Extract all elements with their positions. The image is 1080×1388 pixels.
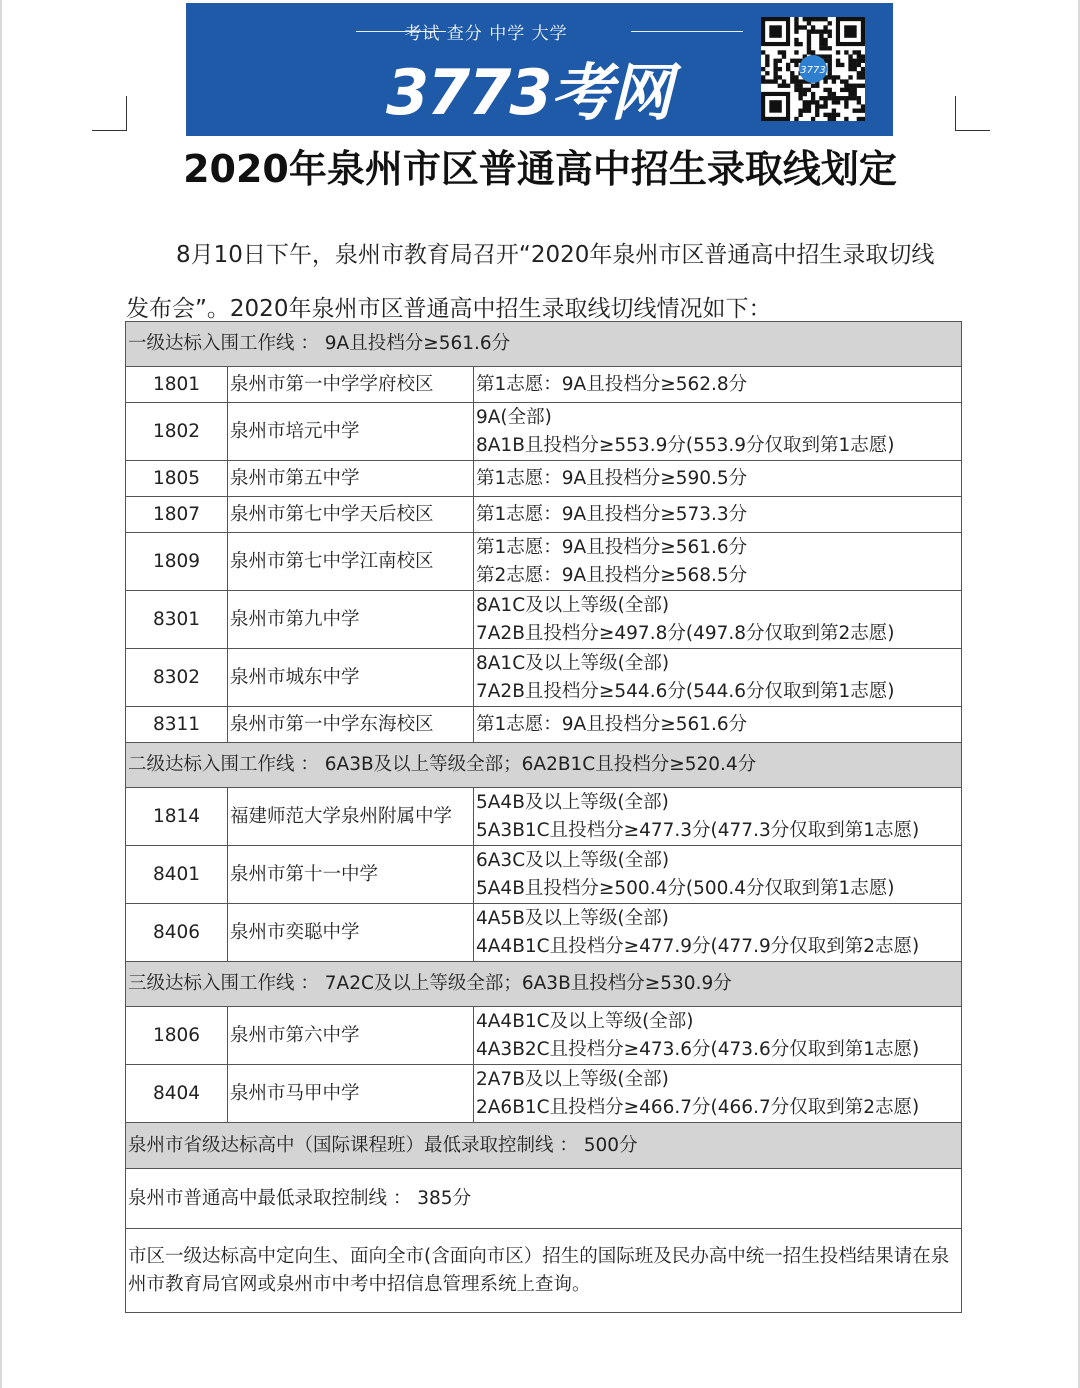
school-code: 1805: [126, 461, 228, 497]
qr-module: [794, 117, 798, 121]
qr-module: [778, 84, 782, 88]
admission-criteria: [474, 904, 962, 962]
crop-mark-top-right: [955, 96, 990, 131]
qr-module: [828, 113, 832, 117]
school-name: 福建师范大学泉州附属中学: [228, 788, 474, 846]
qr-module: [790, 79, 794, 83]
criteria-line: 2A6B1C且投档分≥466.7分(466.7分仅取到第2志愿): [476, 1096, 920, 1118]
qr-module: [861, 117, 865, 121]
qr-module: [861, 71, 865, 75]
qr-module: [823, 96, 827, 100]
admission-criteria: [474, 533, 962, 591]
qr-module: [794, 75, 798, 79]
intl-min-line: 泉州市省级达标高中（国际课程班）最低录取控制线 ： 500分: [126, 1123, 962, 1169]
qr-module: [819, 34, 823, 38]
criteria-line: 第1志愿：9A且投档分≥573.3分: [476, 503, 748, 525]
school-name: 泉州市第一中学学府校区: [228, 367, 474, 403]
qr-module: [765, 54, 769, 58]
qr-module: [848, 67, 852, 71]
qr-module: [828, 29, 832, 33]
qr-module: [836, 113, 840, 117]
criteria-line: 8A1C及以上等级(全部): [476, 652, 670, 674]
admission-criteria: [474, 591, 962, 649]
qr-module: [832, 100, 836, 104]
school-code: 8404: [126, 1065, 228, 1123]
qr-module: [811, 17, 815, 21]
school-name: 泉州市奕聪中学: [228, 904, 474, 962]
admission-criteria: [474, 1007, 962, 1065]
qr-module: [794, 38, 798, 42]
qr-module: [823, 38, 827, 42]
qr-module: [832, 96, 836, 100]
qr-module: [861, 54, 865, 58]
qr-module: [773, 71, 777, 75]
admission-criteria: [474, 461, 962, 497]
qr-module: [861, 59, 865, 63]
qr-module: [807, 38, 811, 42]
school-name: 泉州市第七中学江南校区: [228, 533, 474, 591]
qr-module: [803, 104, 807, 108]
criteria-line: 5A3B1C且投档分≥477.3分(477.3分仅取到第1志愿): [476, 819, 920, 841]
qr-module: [794, 84, 798, 88]
school-name: 泉州市第一中学东海校区: [228, 707, 474, 743]
qr-module: [832, 109, 836, 113]
table-row: [126, 591, 962, 649]
qr-module: [803, 17, 807, 21]
qr-module: [782, 79, 786, 83]
qr-module: [765, 59, 769, 63]
qr-module: [807, 21, 811, 25]
table-row: [126, 497, 962, 533]
section-header-row: [126, 743, 962, 788]
qr-module: [765, 63, 769, 67]
qr-module: [790, 75, 794, 79]
qr-module: [836, 59, 840, 63]
qr-module: [815, 109, 819, 113]
criteria-line: 4A4B1C且投档分≥477.9分(477.9分仅取到第2志愿): [476, 935, 920, 957]
qr-module: [794, 42, 798, 46]
qr-module: [807, 46, 811, 50]
criteria-line: 7A2B且投档分≥544.6分(544.6分仅取到第1志愿): [476, 680, 895, 702]
qr-module: [832, 113, 836, 117]
qr-module: [828, 54, 832, 58]
qr-module: [823, 104, 827, 108]
banner-tagline: 考试 查分 中学 大学: [404, 24, 568, 44]
qr-module: [828, 59, 832, 63]
qr-module: [778, 67, 782, 71]
qr-module: [765, 71, 769, 75]
qr-module: [823, 25, 827, 29]
qr-module: [844, 50, 848, 54]
school-code: 8301: [126, 591, 228, 649]
section-header-row: [126, 322, 962, 367]
qr-module: [861, 109, 865, 113]
qr-module: [844, 88, 848, 92]
qr-module: [794, 50, 798, 54]
page-left-edge: [0, 0, 2, 1388]
qr-module: [794, 21, 798, 25]
qr-module: [861, 67, 865, 71]
qr-module: [794, 17, 798, 21]
qr-module: [848, 63, 852, 67]
qr-module: [853, 96, 857, 100]
criteria-line: 第2志愿：9A且投档分≥568.5分: [476, 564, 748, 586]
school-name: 泉州市第七中学天后校区: [228, 497, 474, 533]
admission-criteria: [474, 649, 962, 707]
criteria-line: 8A1C及以上等级(全部): [476, 594, 670, 616]
school-code: 8401: [126, 846, 228, 904]
qr-module: [819, 104, 823, 108]
qr-module: [794, 79, 798, 83]
qr-module: [778, 59, 782, 63]
qr-module: [857, 84, 861, 88]
qr-module: [857, 117, 861, 121]
criteria-line: 第1志愿：9A且投档分≥561.6分: [476, 713, 748, 735]
qr-module: [769, 79, 773, 83]
qr-module: [836, 63, 840, 67]
qr-module: [811, 92, 815, 96]
qr-module: [832, 92, 836, 96]
qr-module: [807, 100, 811, 104]
qr-module: [815, 29, 819, 33]
qr-module: [857, 96, 861, 100]
qr-module: [848, 54, 852, 58]
qr-module: [790, 71, 794, 75]
qr-module: [861, 104, 865, 108]
table-row: [126, 707, 962, 743]
qr-module: [773, 79, 777, 83]
qr-module: [803, 25, 807, 29]
qr-module: [811, 100, 815, 104]
qr-module: [828, 63, 832, 67]
admission-criteria: [474, 403, 962, 461]
general-min-line: 泉州市普通高中最低录取控制线 ： 385分: [126, 1169, 962, 1229]
qr-module: [857, 54, 861, 58]
intro-text: 8月10日下午，泉州市教育局召开“2020年泉州市区普通高中招生录取切线发布会”。2020年泉州市区普通高中招生录取线切线情况如下：: [126, 242, 935, 322]
qr-module: [786, 84, 790, 88]
school-name: 泉州市培元中学: [228, 403, 474, 461]
qr-module: [803, 92, 807, 96]
qr-center-label: 3773: [800, 65, 826, 76]
qr-module: [798, 92, 802, 96]
qr-module: [828, 75, 832, 79]
criteria-line: 2A7B及以上等级(全部): [476, 1068, 669, 1090]
qr-module: [848, 96, 852, 100]
qr-module: [761, 50, 765, 54]
qr-module: [773, 59, 777, 63]
school-name: 泉州市第十一中学: [228, 846, 474, 904]
table-row: [126, 788, 962, 846]
qr-module: [773, 67, 777, 71]
admission-criteria: [474, 788, 962, 846]
qr-module: [857, 59, 861, 63]
qr-module: [803, 88, 807, 92]
criteria-line: 4A5B及以上等级(全部): [476, 907, 669, 929]
table-row: [126, 649, 962, 707]
table-row: [126, 1065, 962, 1123]
qr-module: [828, 92, 832, 96]
qr-module: [790, 59, 794, 63]
qr-code-graphic: [761, 17, 865, 121]
qr-module: [815, 100, 819, 104]
school-name: 泉州市第五中学: [228, 461, 474, 497]
qr-module: [848, 84, 852, 88]
qr-module: [861, 84, 865, 88]
document-title: 2020年泉州市区普通高中招生录取线划定: [183, 147, 897, 191]
note-row: [126, 1229, 962, 1313]
qr-module: [794, 59, 798, 63]
qr-module: [823, 54, 827, 58]
school-code: 1801: [126, 367, 228, 403]
admission-criteria: [474, 367, 962, 403]
site-logo: 3773考网: [386, 56, 671, 129]
qr-module: [857, 71, 861, 75]
qr-module: [857, 75, 861, 79]
qr-module: [815, 84, 819, 88]
qr-module: [853, 59, 857, 63]
table-row: [126, 461, 962, 497]
qr-module: [823, 42, 827, 46]
qr-module: [815, 17, 819, 21]
qr-module: [807, 42, 811, 46]
qr-module: [798, 88, 802, 92]
qr-module: [832, 75, 836, 79]
qr-module: [794, 29, 798, 33]
qr-module: [798, 42, 802, 46]
qr-module: [811, 117, 815, 121]
qr-module: [844, 84, 848, 88]
qr-module: [853, 50, 857, 54]
admission-score-table: [125, 321, 962, 1313]
qr-module: [853, 63, 857, 67]
qr-module: [765, 79, 769, 83]
qr-module: [794, 63, 798, 67]
qr-module: [836, 100, 840, 104]
admission-criteria: [474, 846, 962, 904]
qr-module: [807, 104, 811, 108]
qr-module: [857, 109, 861, 113]
qr-module: [798, 79, 802, 83]
qr-module: [844, 117, 848, 121]
qr-module: [840, 79, 844, 83]
qr-module: [807, 88, 811, 92]
qr-module: [786, 67, 790, 71]
qr-module: [761, 75, 765, 79]
table-row: [126, 403, 962, 461]
qr-module: [811, 25, 815, 29]
admission-criteria: [474, 707, 962, 743]
qr-module: [807, 17, 811, 21]
qr-module: [828, 46, 832, 50]
school-code: 1802: [126, 403, 228, 461]
qr-module: [819, 38, 823, 42]
qr-module: [798, 25, 802, 29]
qr-module: [840, 96, 844, 100]
qr-module: [853, 84, 857, 88]
qr-module: [807, 50, 811, 54]
qr-module: [857, 50, 861, 54]
criteria-line: 7A2B且投档分≥497.8分(497.8分仅取到第2志愿): [476, 622, 895, 644]
school-name: 泉州市马甲中学: [228, 1065, 474, 1123]
qr-module: [823, 113, 827, 117]
qr-module: [861, 75, 865, 79]
qr-module: [844, 96, 848, 100]
qr-module: [848, 59, 852, 63]
qr-module: [853, 67, 857, 71]
qr-module: [853, 88, 857, 92]
qr-module: [803, 109, 807, 113]
criteria-line: 第1志愿：9A且投档分≥590.5分: [476, 467, 748, 489]
table-row: [126, 846, 962, 904]
school-code: 8406: [126, 904, 228, 962]
qr-module: [844, 79, 848, 83]
qr-module: [823, 100, 827, 104]
qr-module: [811, 84, 815, 88]
qr-module: [828, 71, 832, 75]
qr-module: [853, 92, 857, 96]
query-note: 市区一级达标高中定向生、面向全市(含面向市区）招生的国际班及民办高中统一招生投档结果请在泉州市教育局官网或泉州市中考中招信息管理系统上查询。: [126, 1229, 962, 1313]
qr-module: [798, 96, 802, 100]
tagline-rule-right: [631, 31, 743, 32]
qr-module: [832, 117, 836, 121]
qr-module: [848, 92, 852, 96]
criteria-line: 8A1B且投档分≥553.9分(553.9分仅取到第1志愿): [476, 434, 895, 456]
section-header: 一级达标入围工作线 ： 9A且投档分≥561.6分: [126, 322, 962, 367]
admission-criteria: [474, 1065, 962, 1123]
table-row: [126, 1007, 962, 1065]
school-code: 1814: [126, 788, 228, 846]
criteria-line: 5A4B且投档分≥500.4分(500.4分仅取到第1志愿): [476, 877, 895, 899]
qr-module: [782, 50, 786, 54]
qr-module: [778, 50, 782, 54]
qr-module: [782, 84, 786, 88]
qr-module: [798, 113, 802, 117]
qr-module: [857, 63, 861, 67]
qr-module: [848, 88, 852, 92]
qr-module: [828, 96, 832, 100]
qr-module: [782, 54, 786, 58]
section-header: 三级达标入围工作线 ： 7A2C及以上等级全部；6A3B且投档分≥530.9分: [126, 962, 962, 1007]
qr-module: [823, 88, 827, 92]
qr-module: [807, 109, 811, 113]
school-code: 1809: [126, 533, 228, 591]
criteria-line: 4A4B1C及以上等级(全部): [476, 1010, 694, 1032]
qr-module: [823, 17, 827, 21]
qr-module: [811, 29, 815, 33]
crop-mark-top-left: [92, 96, 127, 131]
school-name: 泉州市第九中学: [228, 591, 474, 649]
qr-module: [815, 104, 819, 108]
qr-module: [807, 29, 811, 33]
school-name: 泉州市城东中学: [228, 649, 474, 707]
qr-module: [828, 21, 832, 25]
qr-module: [773, 63, 777, 67]
criteria-line: 4A3B2C且投档分≥473.6分(473.6分仅取到第1志愿): [476, 1038, 920, 1060]
criteria-line: 第1志愿：9A且投档分≥561.6分: [476, 536, 748, 558]
qr-module: [840, 63, 844, 67]
criteria-line: 第1志愿：9A且投档分≥562.8分: [476, 373, 748, 395]
section-header-row: [126, 962, 962, 1007]
general-line-row: [126, 1169, 962, 1229]
criteria-line: 9A(全部): [476, 406, 552, 428]
qr-module: [819, 29, 823, 33]
qr-module: [832, 79, 836, 83]
qr-module: [828, 67, 832, 71]
table-row: [126, 904, 962, 962]
qr-module: [773, 75, 777, 79]
criteria-line: 5A4B及以上等级(全部): [476, 791, 669, 813]
qr-module: [823, 29, 827, 33]
qr-module: [844, 100, 848, 104]
qr-module: [828, 88, 832, 92]
qr-module: [807, 34, 811, 38]
qr-module: [761, 79, 765, 83]
table-row: [126, 533, 962, 591]
qr-module: [761, 67, 765, 71]
qr-module: [823, 79, 827, 83]
qr-module: [836, 75, 840, 79]
qr-module: [857, 100, 861, 104]
qr-module: [811, 50, 815, 54]
school-code: 8311: [126, 707, 228, 743]
qr-module: [803, 100, 807, 104]
qr-module: [786, 63, 790, 67]
qr-module: [819, 96, 823, 100]
school-code: 1806: [126, 1007, 228, 1065]
qr-module: [778, 75, 782, 79]
intl-line-row: [126, 1123, 962, 1169]
qr-module: [819, 42, 823, 46]
qr-module: [819, 46, 823, 50]
qr-module: [836, 96, 840, 100]
table-row: [126, 367, 962, 403]
qr-module: [798, 84, 802, 88]
school-name: 泉州市第六中学: [228, 1007, 474, 1065]
qr-module: [794, 25, 798, 29]
school-code: 8302: [126, 649, 228, 707]
qr-module: [819, 17, 823, 21]
qr-module: [844, 104, 848, 108]
qr-module: [848, 75, 852, 79]
intro-paragraph: [126, 228, 956, 336]
criteria-line: 6A3C及以上等级(全部): [476, 849, 670, 871]
site-banner[interactable]: [186, 3, 893, 136]
qr-module: [798, 109, 802, 113]
qr-code[interactable]: [761, 17, 865, 121]
admission-criteria: [474, 497, 962, 533]
section-header: 二级达标入围工作线 ： 6A3B及以上等级全部；6A2B1C且投档分≥520.4分: [126, 743, 962, 788]
qr-module: [828, 117, 832, 121]
qr-module: [794, 88, 798, 92]
qr-module: [828, 34, 832, 38]
school-code: 1807: [126, 497, 228, 533]
qr-module: [836, 50, 840, 54]
qr-module: [840, 88, 844, 92]
qr-module: [823, 46, 827, 50]
qr-module: [811, 96, 815, 100]
qr-module: [815, 113, 819, 117]
qr-module: [853, 109, 857, 113]
